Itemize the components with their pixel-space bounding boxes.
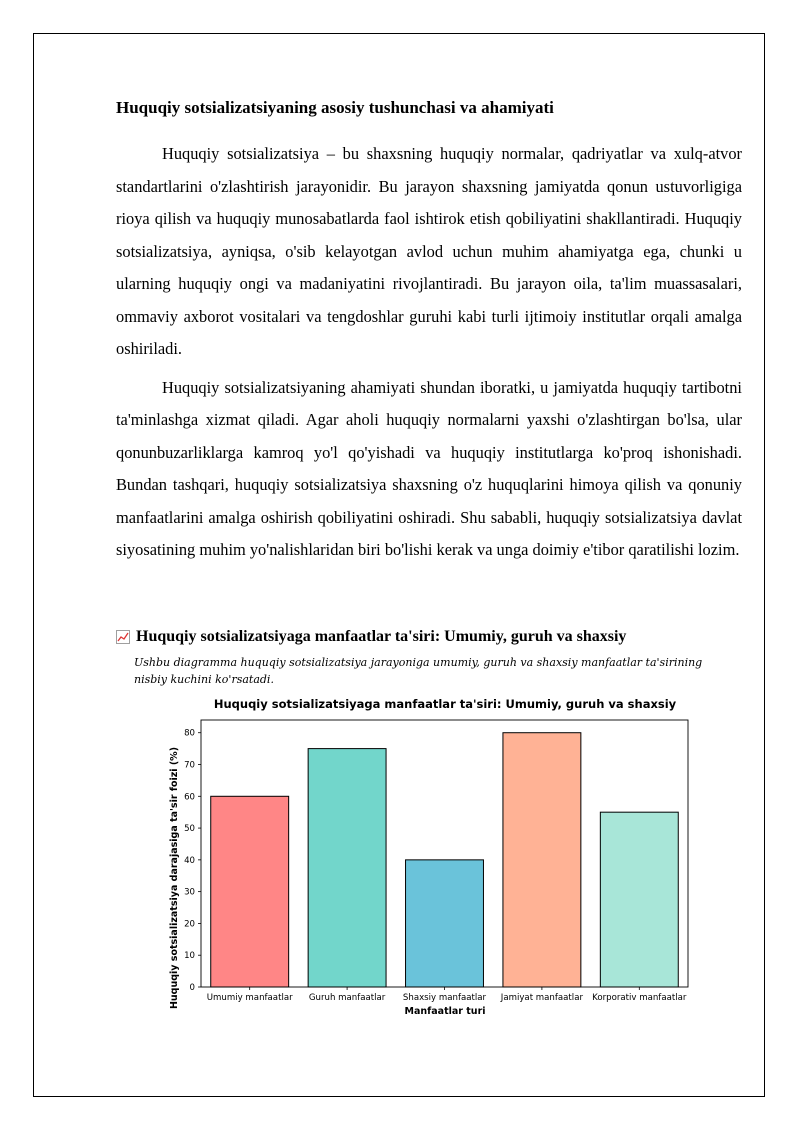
- x-tick-label: Guruh manfaatlar: [308, 993, 386, 1003]
- x-tick-label: Umumiy manfaatlar: [206, 993, 293, 1003]
- figure-title-text: Huquqiy sotsializatsiyaga manfaatlar ta'siri: Umumiy, guruh va shaxsiy: [136, 628, 627, 645]
- x-tick-label: Korporativ manfaatlar: [592, 993, 687, 1003]
- y-tick-label: 40: [184, 855, 195, 866]
- paragraph-1: Huquqiy sotsializatsiya – bu shaxsning huquqiy normalar, qadriyatlar va xulq-atvor standartlarini o'zlashtirish jarayonidir. Bu jarayon shaxsning jamiyatda qonun ustuvorligiga rioya qilish va huquqiy munosabatlarda faol ishtirok etish qobiliyatini shakllantiradi. Huquqiy sotsializatsiya, ayniqsa, o'sib kelayotgan avlod uchun muhim ahamiyatga ega, chunki u ularning huquqiy ongi va madaniyatini rivojlantiradi. Bu jarayon oila, ta'lim muassasalari, ommaviy axborot vositalari va tengdoshlar guruhi kabi turli ijtimoiy institutlar orqali amalga oshiriladi.: [116, 144, 742, 358]
- bar-1: [211, 796, 289, 987]
- chart-title: Huquqiy sotsializatsiyaga manfaatlar ta'siri: Umumiy, guruh va shaxsiy: [213, 697, 677, 711]
- bar-3: [406, 860, 484, 987]
- y-axis-label: Huquqiy sotsializatsiya darajasiga ta'sir foizi (%): [169, 746, 180, 1010]
- document-body: [116, 96, 742, 573]
- y-tick-label: 20: [184, 919, 195, 930]
- y-tick-label: 30: [184, 887, 195, 898]
- plot-area: [184, 720, 688, 1003]
- bar-2: [308, 749, 386, 987]
- paragraph-2: Huquqiy sotsializatsiyaning ahamiyati shundan iboratki, u jamiyatda huquqiy tartibotni ta'minlashga xizmat qiladi. Agar aholi huquqiy normalarni yaxshi o'zlashtirgan bo'lsa, ular qonunbuzarliklarga kamroq yo'l qo'yishadi va huquqiy institutlarga ko'proq ishonishadi. Bundan tashqari, huquqiy sotsializatsiya shaxsning o'z huquqlarini himoya qilish va qonuniy manfaatlarini amalga oshirish qobiliyatini oshiradi. Shu sababli, huquqiy sotsializatsiya davlat siyosatining muhim yo'nalishlaridan biri bo'lishi kerak va unga doimiy e'tibor qaratilishi lozim.: [116, 377, 742, 559]
- x-axis-label: Manfaatlar turi: [404, 1006, 486, 1017]
- y-tick-label: 70: [184, 760, 195, 771]
- y-tick-label: 50: [184, 824, 195, 835]
- bar-4: [503, 733, 581, 987]
- figure-title: [116, 626, 756, 648]
- figure-caption: Ushbu diagramma huquqiy sotsializatsiya jarayoniga umumiy, guruh va shaxsiy manfaatlar ta'sirining nisbiy kuchini ko'rsatadi.: [134, 656, 703, 686]
- chart-increasing-icon: [116, 630, 130, 644]
- y-tick-label: 10: [184, 951, 195, 962]
- bar-5: [600, 812, 678, 987]
- y-tick-label: 60: [184, 792, 195, 803]
- bar-chart: [155, 690, 695, 1030]
- figure-header: [116, 612, 756, 688]
- y-tick-label: 80: [184, 728, 195, 739]
- section-heading: Huquqiy sotsializatsiyaning asosiy tushunchasi va ahamiyati: [116, 98, 554, 117]
- x-tick-label: Shaxsiy manfaatlar: [402, 993, 487, 1003]
- x-tick-label: Jamiyat manfaatlar: [500, 993, 584, 1003]
- y-tick-label: 0: [189, 983, 195, 993]
